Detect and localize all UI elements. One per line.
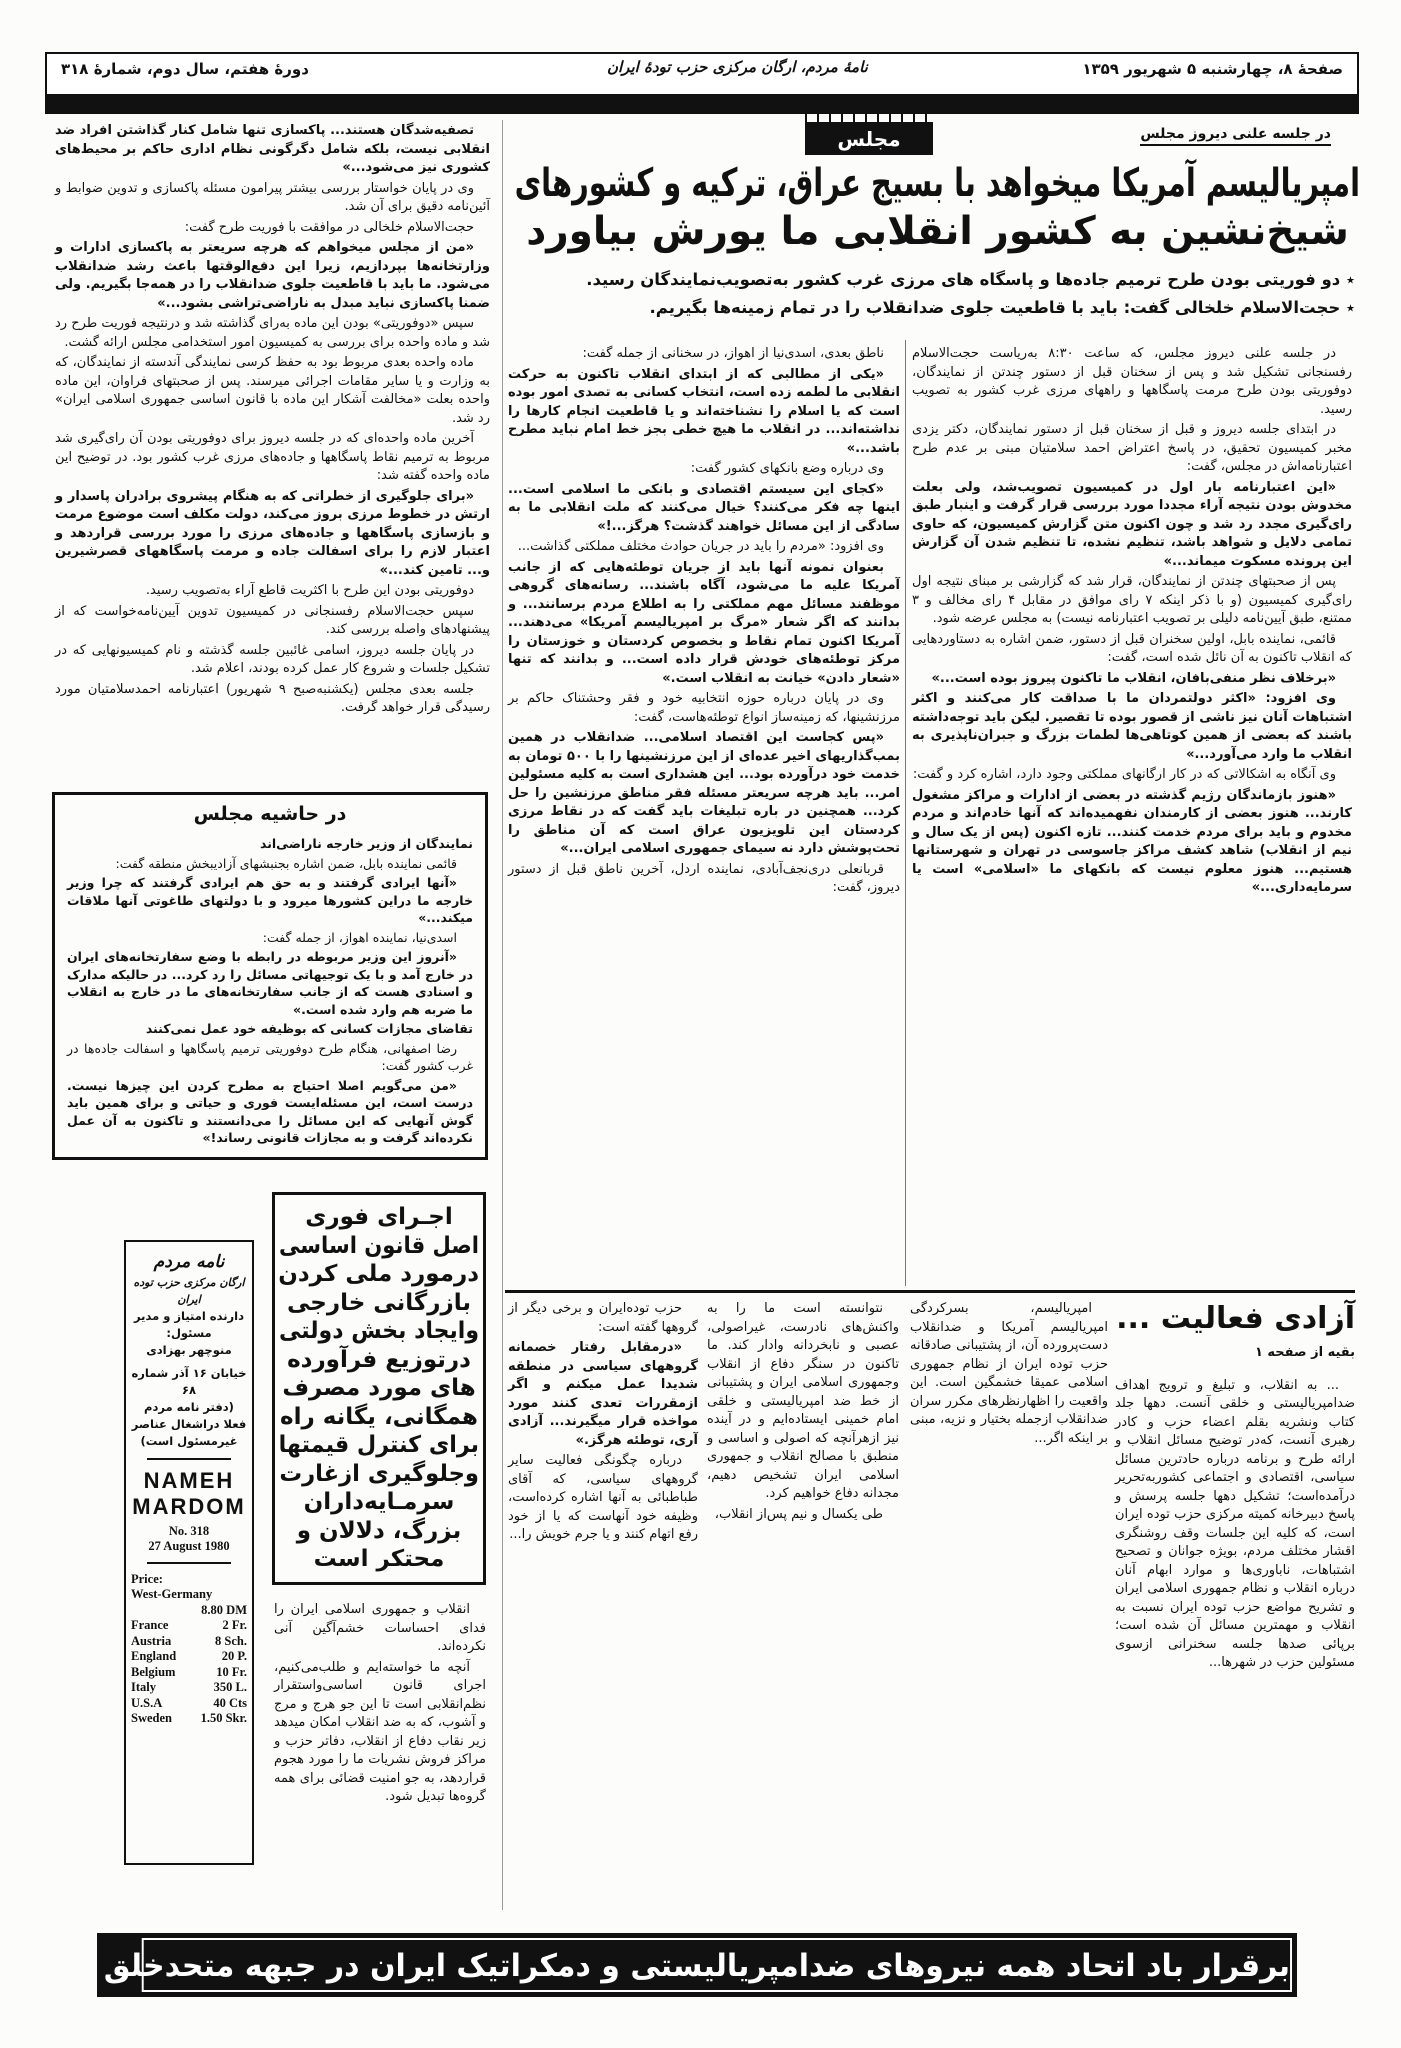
page-date-info: صفحهٔ ۸، چهارشنبه ۵ شهریور ۱۳۵۹ bbox=[1082, 60, 1343, 78]
publication-info-box bbox=[124, 1240, 254, 1865]
azadi-article-column bbox=[1115, 1300, 1355, 1675]
price: 8.80 DM bbox=[201, 1602, 247, 1617]
azadi-article-title: آزادی فعالیت ... bbox=[1116, 1301, 1355, 1336]
paragraph: ناطق بعدی، اسدی‌نیا از اهواز، در سخنانی از جمله گفت: bbox=[582, 346, 884, 361]
paragraph: «آنها ایرادی گرفتند و به حق هم ایرادی گرفتند که چرا وزیر خارجه ما دراین کشورها میرود و با دولتهای طاغوتی آنها ملاقات میکند...» bbox=[67, 875, 473, 925]
paragraph: ماده واحده بعدی مربوط بود به حفظ کرسی نمایندگی آندسته از نمایندگان، که به وزارت و یا سایر مقامات اجرائی میرسند. پس از صحبتهای فراوان، این ماده واحده بعلت «مخالفت آشکار این ماده با قانون اساسی جمهوری اسلامی ایران» رد شد. bbox=[55, 355, 490, 426]
paragraph: «درمقابل رفتار خصمانه گروههای سیاسی در منطقه شدیدا عمل میکنم و اگر ازمقررات تعدی کنند مورد مواخذه قرار میگیرند... آزادی آری، توطئه هرگز.» bbox=[508, 1340, 698, 1448]
paragraph: حزب توده‌ایران و برخی دیگر از گروهها گفته است: bbox=[508, 1301, 698, 1335]
headline-line: امپریالیسم آمریکا میخواهد با بسیج عراق، ترکیه و کشورهای bbox=[514, 161, 1360, 206]
subheading: نمایندگان از وزیر خارجه ناراضی‌اند bbox=[259, 836, 473, 851]
masthead-black-band bbox=[45, 94, 1359, 114]
subheadlines bbox=[515, 266, 1355, 322]
issue-date: 27 August 1980 bbox=[148, 1539, 230, 1553]
subheadline: ٭ دو فوریتی بودن طرح ترمیم جاده‌ها و پاسگاه های مرزی غرب کشور به‌تصویب‌نمایندگان رسید. bbox=[586, 270, 1355, 289]
paper-organ-fa: ارگان مرکزی حزب توده ایران bbox=[133, 1276, 245, 1306]
slogan-line: محتکر است bbox=[313, 1546, 445, 1572]
azadi-body bbox=[1115, 1377, 1355, 1673]
price-table bbox=[131, 1587, 247, 1727]
paragraph: قائمی، نماینده بابل، اولین سخنران قبل از دستور، ضمن اشاره به دستاوردهایی که انقلاب تاکنون به آن نائل شده است، گفت: bbox=[912, 631, 1352, 665]
price-row bbox=[131, 1665, 247, 1681]
slogan-line: برای کنترل قیمتها bbox=[278, 1432, 479, 1458]
slogan-line: سرمـایه‌داران bbox=[303, 1489, 455, 1515]
azadi-article-column bbox=[910, 1300, 1108, 1450]
margin-box-body bbox=[67, 835, 473, 1147]
paragraph: «برای جلوگیری از خطراتی که به هنگام پیشروی برادران پاسدار و ارتش در خطوط مرزی بروز می‌کند، دولت مکلف است موضوع مرمت و بازسازی پاسگاهها و جاده‌های مرزی را مورد بررسی قراردهد و اعتبار لازم را برای اسفالت جاده و مرمت پاسگاههای قصرشیرین و... تامین کند...» bbox=[55, 488, 490, 578]
country: England bbox=[131, 1649, 177, 1663]
issue-number: No. 318 bbox=[168, 1524, 210, 1538]
slogan-banner bbox=[97, 1933, 1297, 1997]
paragraph: «من از مجلس میخواهم که هرچه سریعتر به پاکسازی ادارات و وزارتخانه‌ها بپردازیم، زیرا این دفع‌الوقتها باعث رشد ضدانقلاب می‌شود. ما باید با قاطعیت جلوی ضدانقلاب را در همه‌جا بگیریم. ولی ضمنا پاکسازی نباید مبدل به ناراضی‌تراشی بشود...» bbox=[55, 240, 490, 311]
divider bbox=[147, 1458, 231, 1460]
slogan-line: همگانی، یگانه راه bbox=[280, 1403, 478, 1430]
price: 10 Fr. bbox=[216, 1664, 247, 1679]
price-row bbox=[131, 1587, 247, 1603]
paragraph: سپس «دوفوریتی» بودن این ماده به‌رای گذاشته شد و درنتیجه فوریت طرح رد شد و ماده واحده برای بررسی به کمیسیون امور استخدامی مجلس ارائه گشت. bbox=[55, 316, 490, 350]
paragraph: اسدی‌نیا، نماینده اهواز، از جمله گفت: bbox=[262, 929, 457, 945]
slogan-line: وایجاد بخش دولتی bbox=[279, 1318, 479, 1344]
majlis-section-logo bbox=[805, 114, 933, 154]
subheading: تقاضای مجازات کسانی که بوظیفه خود عمل نمی‌کنند bbox=[145, 1021, 473, 1036]
kicker: در جلسه علنی دیروز مجلس bbox=[1140, 126, 1331, 146]
paragraph: انقلاب و جمهوری اسلامی ایران را فدای احساسات خشم‌آگین آنی نکرده‌اند. bbox=[274, 1602, 486, 1654]
paragraph: طی یکسال و نیم پس‌از انقلاب، bbox=[714, 1506, 883, 1522]
paragraph: «آنروز این وزیر مربوطه در رابطه با وضع سفارتخانه‌های ایران در خارج آمد و با یک توجیهاتی مسائل را رد کرد... در حالیکه مدارک و اسنادی هست که از جانب سفارتخانه‌های ما در خارج به انقلاب ما ضربه هم وارد شده است.» bbox=[67, 949, 473, 1017]
paragraph: وی در پایان درباره حوزه انتخابیه خود و فقر وحشتناک حاکم بر مرزنشینها، که زمینه‌ساز انواع توطئه‌هاست، گفت: bbox=[508, 691, 900, 725]
paragraph: وی افزود: «اکثر دولتمردان ما با صداقت کار می‌کنند و اکثر اشتباهات آنان نیز ناشی از قصور بوده تا تقصیر. لیکن باید توجه‌داشته باشند که بعضی از همین کوتاهی‌ها لطمات بزرگ و جبران‌ناپذیری به انقلاب ما وارد می‌آورد...» bbox=[912, 691, 1352, 762]
paragraph: ... به انقلاب، و تبلیغ و ترویج اهداف ضدامپریالیستی و خلقی آنست. دهها جلد کتاب ونشریه بقلم اعضاء حزب و کادر رهبری آنست، که‌در توضیح مسائل انقلاب و ارائه طرح و برنامه درباره حادترین مسائل سیاسی، اقتصادی و اجتماعی کشوربه‌تحریر درآمده‌است؛ تشکیل دهها جلسه پرسش و پاسخ دبیرخانه کمیته مرکزی حزب توده ایران است، که کلیه این جلسات وقف روشنگری اقشار مختلف مردم، بویژه جوانان و تصحیح اشتباهات، ناباوری‌ها و موارد ابهام آنان درباره انقلاب و نظام جمهوری اسلامی ایران و تشریح مواضع حزب توده ایران نسبت به انقلاب و مهمترین مسائل آن شده است؛ برپائی صدها جلسه سخنرانی ازسوی مسئولین حزب در شهرها... bbox=[1115, 1377, 1355, 1670]
paragraph: دوفوریتی بودن این طرح با اکثریت قاطع آراء به‌تصویب رسید. bbox=[145, 583, 474, 598]
paragraph: «پس کجاست این اقتصاد اسلامی... ضدانقلاب در همین بمب‌گذاریهای اخیر عده‌ای از این مرزنشینها را با ۵۰۰ تومان به خدمت خود درآورده بود... این هشداری است به کلیه مسئولین امر... باید هرچه سریعتر مسئله فقر مناطق مرزنشین را حل کرد... همچنین در باره تبلیغات باید گفت که در نقاط مرزی کردستان این تلویزیون عراق است که آن مناطق را تحت‌پوشش دارد نه سیمای جمهوری اسلامی ایران...» bbox=[508, 730, 901, 856]
price-row bbox=[131, 1680, 247, 1696]
country: Sweden bbox=[131, 1711, 172, 1725]
paragraph: در جلسه علنی دیروز مجلس، که ساعت ۸:۳۰ به‌ریاست حجت‌الاسلام رفسنجانی تشکیل شد و پس از سخنان قبل از دستور چندتن از نمایندگان، دوفوریتی بودن طرح مرمت پاسگاهها و راههای مرزی غرب کشور به تصویب رسید. bbox=[912, 346, 1352, 417]
country: Belgium bbox=[131, 1664, 176, 1679]
slogan-box bbox=[272, 1192, 486, 1585]
publisher-name: منوچهر بهزادی bbox=[146, 1343, 232, 1357]
price: 40 Cts bbox=[213, 1695, 247, 1710]
paragraph: قائمی نماینده بابل، ضمن اشاره بجنبشهای آزادیبخش منطقه گفت: bbox=[115, 855, 457, 871]
price-row bbox=[131, 1649, 247, 1665]
price-row bbox=[131, 1618, 247, 1634]
parliament-building-icon bbox=[805, 114, 933, 123]
paragraph: جلسه بعدی مجلس (یکشنبه‌صبح ۹ شهریور) اعتبارنامه احمدسلامتیان مورد رسیدگی قرار خواهد گرفت. bbox=[55, 681, 490, 715]
paper-name-en: MARDOM bbox=[132, 1494, 246, 1519]
slogan-line: درمورد ملی کردن bbox=[278, 1261, 479, 1287]
price-row bbox=[131, 1634, 247, 1650]
paragraph: وی در پایان خواستار بررسی بیشتر پیرامون مسئله پاکسازی و تدوین ضوابط و آئین‌نامه دقیق برای آن شد. bbox=[55, 180, 490, 214]
paragraph: «هنوز بازماندگان رژیم گذشته در بعضی از ادارات و مراکز مشغول کارند... هنوز بعضی از کارمندان نفهمیده‌اند که آنها خادم‌اند و مردم مخدوم و باید برای مردم خدمت کنند... تازه اکنون (پس از یک سال و نیم از انقلاب) شاهد کشف مراکز جاسوسی در تهران و شهرستانها هستیم... هنوز معلوم نیست که بانکهای ما «اسلامی» است یا سرمایه‌داری...» bbox=[912, 787, 1352, 895]
slogan-line: بازرگانی خارجی bbox=[287, 1289, 471, 1316]
price: 20 P. bbox=[221, 1649, 247, 1663]
paragraph: درباره چگونگی فعالیت سایر گروههای سیاسی، که آقای طباطبائی به آنها اشاره کرده‌است، وظیفه خود آنهاست که یا از خود رفع اتهام کنند و یا جرم خویش را... bbox=[508, 1453, 698, 1542]
azadi-article-column bbox=[508, 1300, 698, 1547]
paragraph: حجت‌الاسلام خلخالی در موافقت با فوریت طرح گفت: bbox=[184, 219, 474, 235]
article-column-center bbox=[508, 345, 900, 900]
paragraph: در پایان جلسه دیروز، اسامی غائبین جلسه گذشته و نام کمیسیونهایی که در تشکیل جلسات و شروع کار عمل کرده بودند، اعلام شد. bbox=[55, 642, 490, 676]
paragraph: وی درباره وضع بانکهای کشور گفت: bbox=[690, 461, 884, 476]
column-divider bbox=[905, 340, 906, 1286]
paragraph: «من می‌گویم اصلا احتیاج به مطرح کردن این چیزها نیست. درست است، این مسئله‌ایست فوری و حیاتی و برای همین باید گوش آنهایی که این مسائل را می‌دانستند و تاکنون به آن عمل نکرده‌اند گرفت و به مجازات قانونی رساند!» bbox=[67, 1077, 473, 1145]
issue-info: دورهٔ هفتم، سال دوم، شمارهٔ ۳۱۸ bbox=[61, 60, 309, 78]
slogan-line: بزرگ، دلالان و bbox=[296, 1517, 462, 1544]
paper-name-fa: نامه مردم bbox=[153, 1252, 225, 1272]
country: U.S.A bbox=[131, 1695, 163, 1710]
masthead bbox=[45, 52, 1359, 114]
price: 8 Sch. bbox=[215, 1633, 247, 1648]
section-label: مجلس bbox=[805, 123, 933, 155]
azadi-article-column bbox=[707, 1300, 899, 1526]
newspaper-organ-name: نامهٔ مردم، ارگان مرکزی حزب تودهٔ ایران bbox=[607, 58, 868, 76]
paragraph: آخرین ماده واحده‌ای که در جلسه دیروز برای دوفوریتی بودن آن رای‌گیری شد مربوط به ترمیم نقاط پاسگاهها و جاده‌های مرزی غرب کشور بود. در توضیح این ماده واحده گفته شد: bbox=[55, 431, 490, 483]
country: France bbox=[131, 1618, 169, 1632]
paragraph: آنچه ما خواسته‌ایم و طلب‌می‌کنیم، اجرای قانون اساسی‌واستقرار نظم‌انقلابی است تا این جو هرج و مرج و آشوب، که به ضد انقلاب امکان میدهد زیر نقاب دفاع از انقلاب، دفاتر حزب و مراکز فروش نشریات ما را مورد هجوم قراردهد، به جو امنیت قضائی برای همه گروه‌ها تبدیل شود. bbox=[274, 1659, 486, 1804]
continued-from-label: بقیه از صفحه ۱ bbox=[1254, 1345, 1355, 1360]
price-row bbox=[131, 1711, 247, 1727]
paragraph: وی آنگاه به اشکالاتی که در کار ارگانهای مملکتی وجود دارد، اشاره کرد و گفت: bbox=[912, 767, 1336, 782]
price: 350 L. bbox=[213, 1680, 247, 1694]
price: 2 Fr. bbox=[222, 1618, 247, 1632]
office-notice: (دفتر نامه مردم فعلا دراشغال عناصر غیرمسئول است) bbox=[131, 1400, 247, 1448]
margin-box-title: در حاشیه مجلس bbox=[193, 803, 347, 825]
paragraph: بعنوان نمونه آنها باید از جریان توطئه‌هایی که از جانب آمریکا علیه ما می‌شود، آگاه باشند... رسانه‌های گروهی موظفند مسائل مهم مملکتی را به اطلاع مردم برسانند... و بدانند که اگر شعار «مرگ بر امپریالیسم آمریکا» می‌دهند... آمریکا اکنون تمام نقاط و بخصوص کردستان و خوزستان را مرکز توطئه‌های خودش قرار داده است... و بدانند که تنها «شعار دادن» خیانت به انقلاب است.» bbox=[508, 559, 900, 686]
slogan-line: درتوزیع فرآورده bbox=[287, 1346, 471, 1373]
paragraph: نتوانسته است ما را به واکنش‌های نادرست، غیراصولی، عصبی و نابخردانه وادار کند. ما تاکنون در سنگر دفاع از انقلاب وجمهوری اسلامی ایران و پشتیبانی از خط ضد امپریالیستی و خلقی امام خمینی ایستاده‌ایم و در آینده نیز ازهرآنچه که اصولی و اساسی و منطبق با مصالح انقلاب و جمهوری اسلامی ایران تشخیص دهیم، مجدانه دفاع خواهیم کرد. bbox=[707, 1301, 899, 1501]
country: West-Germany bbox=[131, 1587, 213, 1601]
slogan-line: اجـرای فوری bbox=[305, 1204, 453, 1230]
margin-notes-box bbox=[52, 792, 488, 1160]
price-label: Price: bbox=[131, 1572, 163, 1586]
paragraph: تصفیه‌شدگان هستند... پاکسازی تنها شامل کنار گذاشتن افراد ضد انقلابی نیست، بلکه شامل دگرگونی نظام اداری حاکم بر محیط‌های کشوری نیز می‌شود...» bbox=[55, 123, 490, 175]
country: Austria bbox=[131, 1633, 172, 1648]
paragraph: پس از صحبتهای چندتن از نمایندگان، قرار شد که گزارشی بر مبنای نتیجه اول رای‌گیری کمیسیون (و با ذکر اینکه ۷ رای موافق در مقابل ۴ رای مخالف و ۳ ممتنع، طبق آیین‌نامه دلیلی بر تصویب اعتبارنامه نیست) به مجلس عرضه شود. bbox=[912, 574, 1352, 626]
paragraph: «کجای این سیستم اقتصادی و بانکی ما اسلامی است... اینها چه فکر می‌کنند؟ خیال می‌کنند که ملت انقلابی ما به سادگی از این مسائل خواهند گذشت؟ هرگز...!» bbox=[508, 481, 900, 534]
main-headline bbox=[515, 160, 1360, 256]
article-column-bottom-left bbox=[274, 1601, 486, 1809]
paragraph: رضا اصفهانی، هنگام طرح دوفوریتی ترمیم پاسگاهها و اسفالت جاده‌ها در غرب کشور گفت: bbox=[67, 1040, 473, 1073]
slogan-line: های مورد مصرف bbox=[282, 1375, 476, 1401]
price: 1.50 Skr. bbox=[200, 1711, 247, 1725]
price-row bbox=[131, 1696, 247, 1712]
address: خیابان ۱۶ آذر شماره ۶۸ bbox=[131, 1366, 247, 1397]
paragraph: امپریالیسم، بسرکردگی امپریالیسم آمریکا و ضدانقلاب دست‌پرورده آن، از پشتیبانی صادقانه حزب توده ایران از نظام جمهوری اسلامی عمیقا خشمگین است. این واقعیت را اظهارنظرهای مکرر سران ضدانقلاب ازجمله بختیار و نزیه، مبنی بر اینکه اگر... bbox=[910, 1301, 1108, 1446]
banner-text: برقرار باد اتحاد همه نیروهای ضدامپریالیستی و دمکراتیک ایران در جبهه متحدخلق bbox=[142, 1938, 1292, 1992]
paragraph: سپس حجت‌الاسلام رفسنجانی در کمیسیون تدوین آیین‌نامه‌خواست که از پیشنهادهای واصله بررسی کند. bbox=[55, 603, 490, 637]
paragraph: در ابتدای جلسه دیروز و قبل از سخنان قبل از دستور نمایندگان، دکتر یزدی مخبر کمیسیون تحقیق، در پاسخ اعتراض احمد سلامتیان مبنی بر عدم طرح اعتبارنامه‌اش در مجلس، گفت: bbox=[912, 422, 1352, 474]
paragraph: «برخلاف نظر منفی‌بافان، انقلاب ما تاکنون پیروز بوده است...» bbox=[931, 670, 1336, 686]
divider bbox=[147, 1562, 231, 1564]
paper-name-en: NAMEH bbox=[143, 1468, 235, 1493]
country: Italy bbox=[131, 1680, 156, 1694]
slogan-line: اصل قانون اساسی bbox=[278, 1232, 479, 1259]
subheadline: ٭ حجت‌الاسلام خلخالی گفت: باید با قاطعیت جلوی ضدانقلاب را در تمام زمینه‌ها بگیریم. bbox=[649, 298, 1355, 317]
slogan-line: وجلوگیری ازغارت bbox=[279, 1460, 479, 1487]
publisher-label: دارنده امتیاز و مدیر مسئول: bbox=[134, 1309, 244, 1340]
paragraph: قربانعلی دری‌نجف‌آبادی، نماینده اردل، آخرین ناطق قبل از دستور دیروز، گفت: bbox=[508, 861, 900, 895]
headline-line: شیخ‌نشین به کشور انقلابی ما یورش بیاورد bbox=[526, 209, 1349, 254]
article-column-left bbox=[55, 122, 490, 720]
price-row bbox=[131, 1603, 247, 1619]
column-divider bbox=[502, 120, 503, 1910]
article-column-right bbox=[912, 345, 1352, 900]
paragraph: «یکی از مطالبی که از ابتدای انقلاب تاکنون به حرکت انقلابی ما لطمه زده است، انتخاب کسانی به تصدی امور بوده است که یا اسلام را نشناخته‌اند و یا قاطعیت انجام کارها را نداشته‌اند... در انقلاب ما هیچ خطی بجز خط امام نباید مطرح باشد...» bbox=[508, 366, 900, 456]
paragraph: «این اعتبارنامه بار اول در کمیسیون تصویب‌شد، ولی بعلت مخدوش بودن نتیجه آراء مجددا مورد بررسی قرار گرفت و اینبار طبق رای‌گیری مجدد رد شد و چون اکنون متن گزارش کمیسیون، که حاوی تمامی دلایل و شواهد باشد، تنظیم نشده، تا تنظیم شدن آن گزارش این پرونده مسکوت میماند...» bbox=[912, 479, 1352, 569]
section-divider bbox=[505, 1290, 1355, 1293]
paragraph: وی افزود: «مردم را باید در جریان حوادث مختلف مملکتی گذاشت... bbox=[517, 539, 884, 554]
